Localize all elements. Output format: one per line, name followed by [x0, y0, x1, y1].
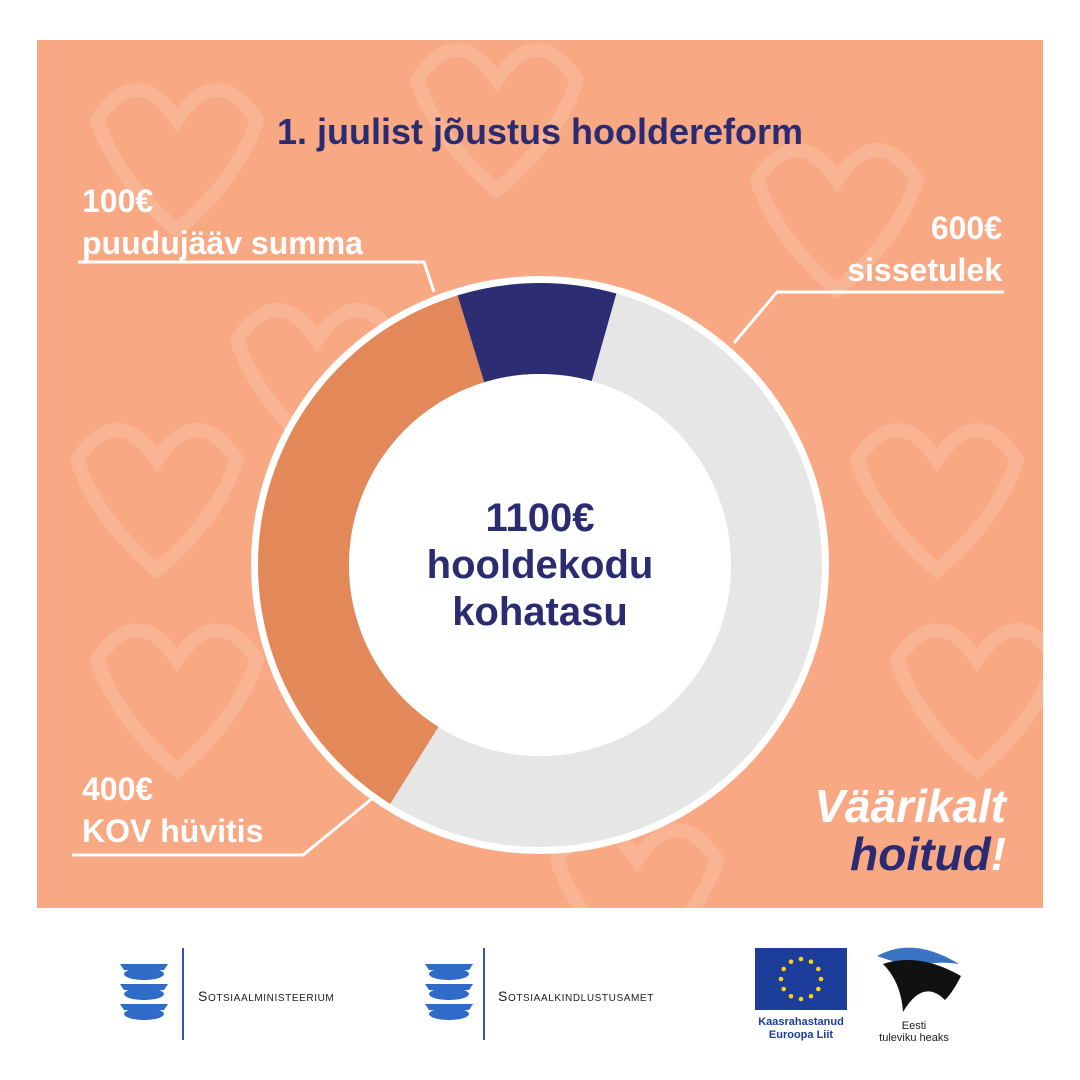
- eu-flag-icon: [755, 948, 847, 1010]
- slogan-line-2: [814, 830, 1006, 878]
- chart-title: 1. juulist jõustus hooldereform: [276, 111, 804, 152]
- data-label-name: sissetulek: [847, 252, 1002, 288]
- slogan-word: hoitud: [850, 828, 991, 880]
- center-line-2: kohatasu: [452, 590, 628, 634]
- data-label-missing: [82, 180, 363, 264]
- estonia-slogan-text: [858, 1020, 970, 1044]
- total-amount: 1100€: [485, 496, 595, 540]
- eu-cofunded-text: [740, 1016, 862, 1042]
- leader-line-income: [734, 292, 1004, 343]
- data-label-income: [847, 207, 1002, 291]
- campaign-slogan: [814, 782, 1006, 878]
- estonia-text-line-1: Eesti: [901, 1020, 927, 1032]
- logo-divider: [483, 948, 485, 1040]
- exclamation-heart-icon: !: [990, 828, 1006, 880]
- ministry-logo-text: Sotsiaalministeerium: [198, 988, 335, 1004]
- data-label-kov: [82, 768, 263, 852]
- logo-divider: [182, 948, 184, 1040]
- slogan-line-1: Väärikalt: [814, 780, 1006, 832]
- estonia-flag-swoosh-icon: [873, 942, 965, 1018]
- board-logo-text: Sotsiaalkindlustusamet: [498, 988, 654, 1004]
- leader-line-missing: [78, 262, 434, 292]
- center-line-1: hooldekodu: [426, 543, 654, 587]
- eu-text-line-2: Euroopa Liit: [768, 1029, 834, 1041]
- estonian-coat-of-arms-icon: [118, 960, 170, 1024]
- donut-center-label: [390, 495, 690, 636]
- data-label-name: puudujääv summa: [82, 225, 363, 261]
- data-label-name: KOV hüvitis: [82, 813, 264, 849]
- data-label-value: 600€: [930, 210, 1002, 246]
- estonian-coat-of-arms-icon: [423, 960, 475, 1024]
- donut-slice-0: [458, 283, 617, 382]
- data-label-value: 100€: [82, 183, 154, 219]
- eu-text-line-1: Kaasrahastanud: [758, 1016, 844, 1028]
- estonia-text-line-2: tuleviku heaks: [879, 1032, 949, 1044]
- data-label-value: 400€: [82, 771, 154, 807]
